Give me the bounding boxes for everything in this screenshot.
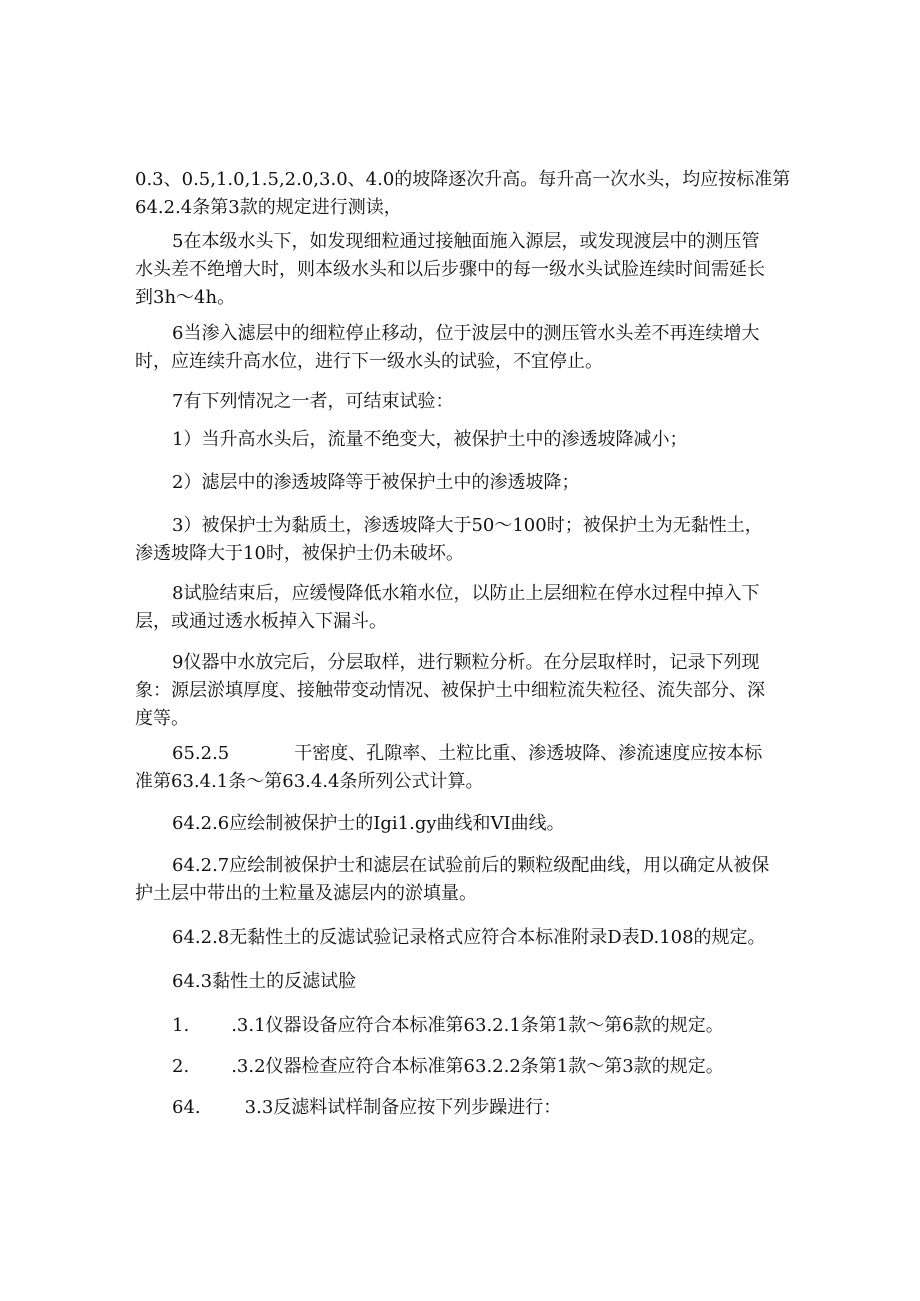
text-line: 1）当升高水头后，流量不绝变大，被保护土中的渗透坡降减小； [172, 429, 688, 450]
item-text: .3.2仪器检查应符合本标准第63.2.2条第1款〜第3款的规定。 [231, 1056, 724, 1077]
paragraph-step-7 [135, 388, 785, 416]
text-line: 2）滤层中的渗透坡降等于被保护土中的渗透坡降； [172, 472, 580, 493]
text-line: 8试脸结束后，应缓慢降低水箱水位，以防止上层细粒在停水过程中掉入下 [172, 583, 760, 604]
item-text: .3.1仪器设备应符合本标准第63.2.1条第1款〜第6款的规定。 [231, 1015, 724, 1036]
text-line: 64.2.6应绘制被保护士的Igi1.gy曲线和VI曲线。 [172, 813, 565, 834]
text-line: 到3h～4h。 [135, 287, 236, 308]
text-line: 0.3、0.5,1.0,1.5,2.0,3.0、4.0的坡降逐次升高。每升高一次水头，均应按标准第 [135, 169, 791, 190]
text-line: 3）被保护士为黏质土，渗透坡降大于50～100时；被保护土为无黏性土， [172, 515, 763, 536]
text-line: 9仪器中水放完后，分层取样，进行颗粒分析。在分层取样时，记录下列现 [172, 652, 760, 673]
text-line: 准第63.4.1条〜第63.4.4条所列公式计算。 [135, 771, 484, 792]
clause-number: 65.2.5 [172, 743, 230, 764]
text-line: 水头差不绝增大时，则本级水头和以后步骤中的每一级水头试脸连续时间需延长 [135, 259, 765, 280]
section-heading-64-3 [135, 968, 785, 996]
text-line: 象：源层淤填厚度、接触带变动情况、被保护土中细粒流失粒径、流失部分、深 [135, 680, 765, 701]
text-line: 渗透坡降大于10时，被保护士仍未破坏。 [135, 543, 464, 564]
paragraph-step-8 [135, 580, 785, 636]
text-line: 64.2.8无黏性土的反滤试验记录格式应符合本标准附录D表D.108的规定。 [172, 927, 766, 948]
item-number: 64. [172, 1097, 201, 1118]
list-item-1 [135, 426, 785, 454]
text-line: 64.2.7应绘制被保护士和滤层在试验前后的颗粒级配曲线，用以确定从被保 [172, 855, 770, 876]
text-line: 层，或通过透水板掉入下漏斗。 [135, 611, 387, 632]
paragraph-head [135, 166, 791, 222]
item-text: 3.3反滤料试样制备应按下列步躁进行： [244, 1097, 562, 1118]
clause-64-2-6 [135, 810, 785, 838]
clause-text: 干密度、孔隙率、土粒比重、渗透坡降、渗流速度应按本标 [294, 743, 763, 764]
text-line: 5在本级水头下，如发现细粒通过接触面施入源层，或发现渡层中的测压管 [172, 231, 760, 252]
text-line: 护土层中带出的土粒量及滤层内的淤填量。 [135, 883, 477, 904]
text-line: 6当渗入滤层中的细粒停止移动，位于波层中的测压管水头差不再连续增大 [172, 323, 760, 344]
paragraph-step-5 [135, 228, 785, 312]
list-item-2 [135, 469, 785, 497]
item-number: 1. [172, 1015, 190, 1036]
numbered-item-2 [135, 1053, 785, 1081]
text-line: 度等。 [135, 708, 189, 729]
item-number: 2. [172, 1056, 190, 1077]
text-line: 7有下列情况之一者，可结束试验： [172, 391, 454, 412]
clause-64-2-8 [135, 924, 785, 952]
paragraph-step-6 [135, 320, 785, 376]
text-line: 时，应连续升高水位，进行下一级水头的试验，不宜停止。 [135, 351, 603, 372]
numbered-item-64 [135, 1094, 785, 1122]
paragraph-step-9 [135, 649, 785, 733]
text-line: 64.3黏性土的反滤试脸 [172, 971, 357, 992]
clause-64-2-7 [135, 852, 785, 908]
list-item-3 [135, 512, 785, 568]
text-line: 64.2.4条第3款的规定进行测读， [135, 197, 402, 218]
clause-65-2-5 [135, 740, 785, 796]
numbered-item-1 [135, 1012, 785, 1040]
